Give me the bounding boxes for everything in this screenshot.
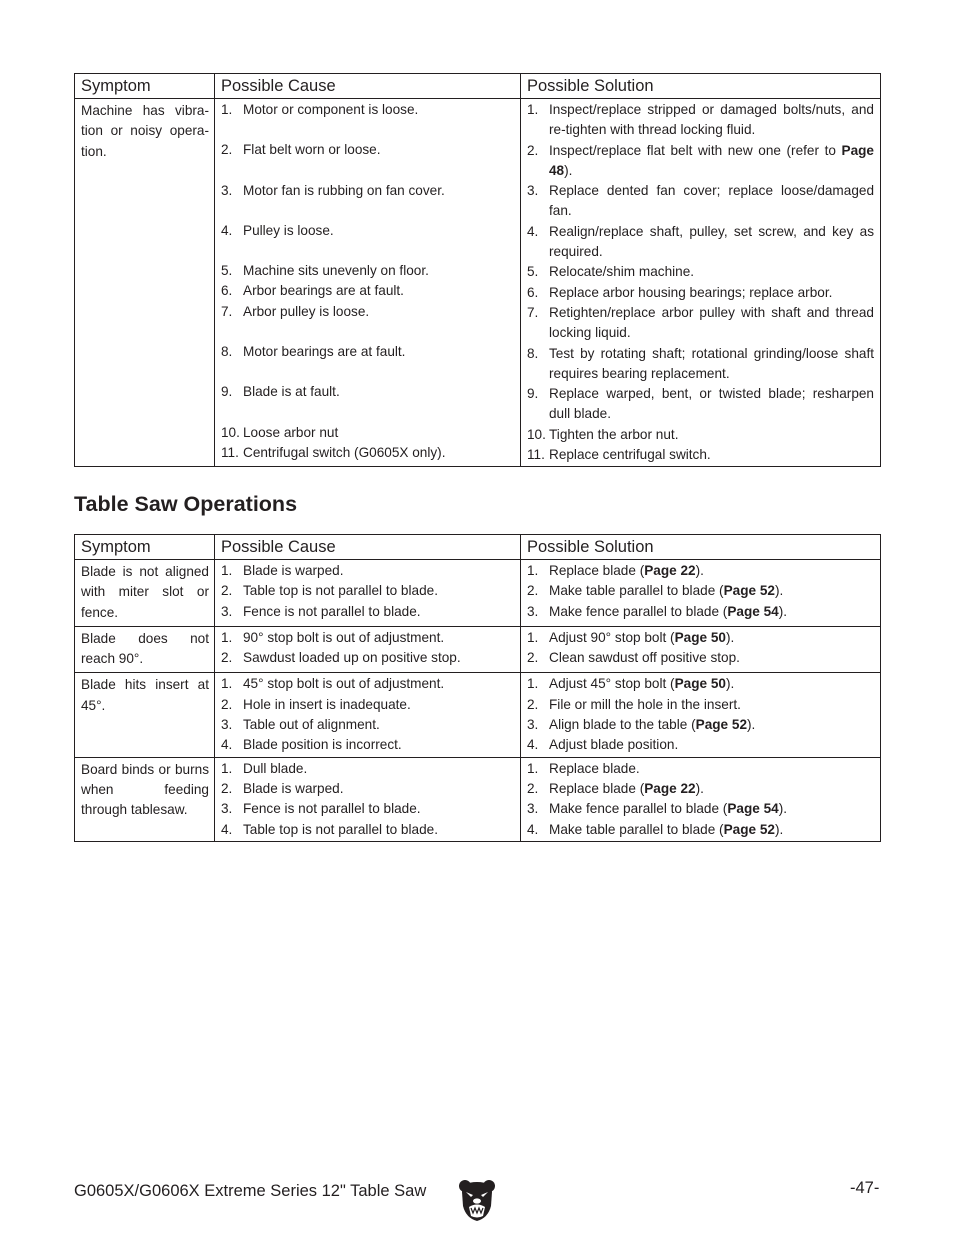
list-item xyxy=(527,344,874,385)
solution-list xyxy=(521,560,881,627)
list-item xyxy=(527,648,874,668)
item-number: 5. xyxy=(527,264,539,280)
list-item xyxy=(221,281,514,301)
item-text xyxy=(549,141,874,182)
spacer xyxy=(221,161,514,181)
motor-troubleshooting-table xyxy=(74,73,881,467)
item-number: 1. xyxy=(221,760,233,776)
list-item xyxy=(221,443,514,463)
item-number: 11. xyxy=(527,447,545,463)
item-text: Fence is not parallel to blade. xyxy=(243,801,421,817)
item-number: 2. xyxy=(221,650,233,666)
item-text-suffix: ). xyxy=(725,629,735,645)
item-text: Sawdust loaded up on positive stop. xyxy=(243,650,461,666)
item-number: 11. xyxy=(221,444,239,460)
table-row xyxy=(75,626,881,673)
item-number: 8. xyxy=(527,345,539,361)
item-text: Arbor bearings are at fault. xyxy=(243,283,404,299)
item-number: 1. xyxy=(527,563,539,578)
solution-list xyxy=(521,99,881,467)
header-possible-cause: Possible Cause xyxy=(215,535,521,560)
item-number: 9. xyxy=(527,386,539,402)
item-text-prefix: Make table parallel to blade ( xyxy=(549,583,724,599)
list-item xyxy=(527,100,874,141)
item-number: 1. xyxy=(527,102,539,117)
page-reference: Page 22 xyxy=(644,563,696,578)
item-number: 1. xyxy=(221,563,233,578)
list-item xyxy=(221,261,514,281)
item-text-suffix: ). xyxy=(725,676,735,692)
item-text: Loose arbor nut xyxy=(243,424,339,440)
footer-model-title: G0605X/G0606X Extreme Series 12" Table Saw xyxy=(74,1182,427,1200)
page-reference: Page 50 xyxy=(674,676,726,692)
item-text: Clean sawdust off positive stop. xyxy=(549,650,740,666)
item-number: 4. xyxy=(221,222,233,238)
table-row xyxy=(75,560,881,627)
item-number: 2. xyxy=(527,650,539,666)
list-item xyxy=(221,648,514,668)
item-text: Blade is warped. xyxy=(243,780,344,796)
item-number: 2. xyxy=(527,780,539,796)
list-item xyxy=(527,262,874,282)
item-number: 4. xyxy=(527,737,539,753)
item-number: 2. xyxy=(527,142,539,158)
item-number: 2. xyxy=(221,583,233,599)
grizzly-bear-head-icon xyxy=(458,1178,496,1222)
list-item xyxy=(221,581,514,601)
page-reference: Page 48 xyxy=(549,142,874,178)
list-item xyxy=(527,820,874,840)
item-number: 1. xyxy=(527,676,539,692)
item-number: 10. xyxy=(527,426,546,442)
item-text: Dull blade. xyxy=(243,760,308,776)
item-text-suffix: ). xyxy=(564,162,573,178)
item-text xyxy=(549,602,874,622)
item-text: Replace arbor housing bearings; replace arbor. xyxy=(549,284,833,300)
list-item xyxy=(527,602,874,622)
list-item xyxy=(527,799,874,819)
header-possible-cause: Possible Cause xyxy=(215,74,521,99)
header-symptom: Symptom xyxy=(75,74,215,99)
list-item xyxy=(221,628,514,648)
item-text: Arbor pulley is loose. xyxy=(243,303,370,319)
list-item xyxy=(527,779,874,799)
list-item xyxy=(527,303,874,344)
item-text xyxy=(549,799,874,819)
item-text: Test by rotating shaft; rotational grinding/loose shaft requires bearing replacement. xyxy=(549,345,874,381)
solution-list xyxy=(521,626,881,673)
item-text: Adjust blade position. xyxy=(549,737,679,753)
item-text: Table top is not parallel to blade. xyxy=(243,821,438,837)
item-number: 5. xyxy=(221,263,233,279)
list-item xyxy=(527,141,874,182)
symptom-cell: Blade does not reach 90°. xyxy=(75,626,215,673)
symptom-cell: Blade hits insert at 45°. xyxy=(75,673,215,757)
cause-list xyxy=(215,626,521,673)
list-item xyxy=(221,100,514,120)
item-text xyxy=(549,715,874,735)
solution-list xyxy=(521,673,881,757)
list-item xyxy=(221,382,514,402)
item-number: 1. xyxy=(221,676,233,692)
list-item xyxy=(527,581,874,601)
table-header-row xyxy=(75,74,881,99)
list-item xyxy=(221,695,514,715)
page-number: -47- xyxy=(850,1179,880,1197)
solution-list xyxy=(521,757,881,841)
section-title: Table Saw Operations xyxy=(74,492,298,516)
item-text: Motor or component is loose. xyxy=(243,102,419,117)
item-text-suffix: ). xyxy=(747,717,756,733)
item-text: Replace dented fan cover; replace loose/damaged fan. xyxy=(549,183,874,219)
item-text xyxy=(549,820,874,840)
list-item xyxy=(221,735,514,755)
item-text: Relocate/shim machine. xyxy=(549,264,695,280)
item-text: Flat belt worn or loose. xyxy=(243,142,381,158)
item-text: File or mill the hole in the insert. xyxy=(549,696,741,712)
item-text: Hole in insert is inadequate. xyxy=(243,696,411,712)
symptom-cell: Board binds or burns when feeding through tablesaw. xyxy=(75,757,215,841)
item-text: Table out of alignment. xyxy=(243,717,380,733)
list-item xyxy=(527,384,874,425)
symptom-cell: Machine has vibra-tion or noisy opera-tion. xyxy=(75,99,215,467)
list-item xyxy=(527,181,874,222)
item-number: 1. xyxy=(527,629,539,645)
item-text xyxy=(549,674,874,694)
table-row xyxy=(75,99,881,467)
spacer xyxy=(221,322,514,342)
item-text-suffix: ). xyxy=(774,583,784,599)
page-reference: Page 22 xyxy=(644,780,696,796)
item-text-suffix: ). xyxy=(778,801,788,817)
item-text: Pulley is loose. xyxy=(243,222,334,238)
table-row xyxy=(75,757,881,841)
item-text: Replace centrifugal switch. xyxy=(549,447,711,463)
cause-list xyxy=(215,673,521,757)
item-text xyxy=(549,561,874,581)
item-text: Centrifugal switch (G0605X only). xyxy=(243,444,446,460)
list-item xyxy=(527,674,874,694)
page-reference: Page 54 xyxy=(727,603,779,619)
list-item xyxy=(527,628,874,648)
item-number: 10. xyxy=(221,424,240,440)
item-number: 8. xyxy=(221,344,233,360)
symptom-cell: Blade is not aligned with miter slot or fence. xyxy=(75,560,215,627)
item-text: Blade position is incorrect. xyxy=(243,737,402,753)
item-text: Fence is not parallel to blade. xyxy=(243,603,421,619)
item-number: 4. xyxy=(527,223,539,239)
cause-list xyxy=(215,560,521,627)
item-number: 2. xyxy=(527,583,539,599)
list-item xyxy=(221,779,514,799)
item-number: 7. xyxy=(221,303,233,319)
operations-troubleshooting-table xyxy=(74,534,881,842)
item-number: 6. xyxy=(527,284,539,300)
item-text-suffix: ). xyxy=(774,821,784,837)
page-reference: Page 54 xyxy=(727,801,779,817)
item-text xyxy=(549,581,874,601)
item-number: 2. xyxy=(221,780,233,796)
item-text-prefix: Make fence parallel to blade ( xyxy=(549,801,728,817)
list-item xyxy=(221,342,514,362)
item-text: Retighten/replace arbor pulley with shaft and thread locking liquid. xyxy=(549,304,874,341)
cause-list xyxy=(215,99,521,467)
item-number: 4. xyxy=(221,821,233,837)
item-text: Inspect/replace stripped or damaged bolts/nuts, and re-tighten with thread locking fluid. xyxy=(549,102,874,138)
item-number: 3. xyxy=(527,183,539,199)
item-text: Replace blade. xyxy=(549,760,640,776)
item-text xyxy=(549,628,874,648)
item-text-prefix: Align blade to the table ( xyxy=(549,717,696,733)
item-text: Table top is not parallel to blade. xyxy=(243,583,438,599)
item-number: 4. xyxy=(221,737,233,753)
item-number: 2. xyxy=(527,696,539,712)
item-text: Motor bearings are at fault. xyxy=(243,344,406,360)
item-number: 3. xyxy=(527,603,539,619)
item-number: 7. xyxy=(527,304,539,320)
item-number: 2. xyxy=(221,142,233,158)
header-symptom: Symptom xyxy=(75,535,215,560)
item-number: 1. xyxy=(221,102,233,117)
item-number: 1. xyxy=(221,629,233,645)
list-item xyxy=(221,820,514,840)
item-text-prefix: Inspect/replace flat belt with new one (refer to xyxy=(549,142,842,158)
item-number: 9. xyxy=(221,384,233,400)
spacer xyxy=(221,201,514,221)
spacer xyxy=(221,362,514,382)
item-text: Realign/replace shaft, pulley, set screw, and key as required. xyxy=(549,223,874,260)
item-text: 45° stop bolt is out of adjustment. xyxy=(243,676,445,692)
item-number: 3. xyxy=(221,801,233,817)
item-text-prefix: Replace blade ( xyxy=(549,563,645,578)
item-text xyxy=(549,779,874,799)
list-item xyxy=(527,283,874,303)
item-text: Blade is warped. xyxy=(243,563,344,578)
item-number: 2. xyxy=(221,696,233,712)
item-number: 1. xyxy=(527,760,539,776)
cause-list xyxy=(215,757,521,841)
item-text: Blade is at fault. xyxy=(243,384,340,400)
item-text: Motor fan is rubbing on fan cover. xyxy=(243,182,445,198)
list-item xyxy=(527,759,874,779)
spacer xyxy=(221,403,514,423)
item-number: 3. xyxy=(221,603,233,619)
list-item xyxy=(221,799,514,819)
list-item xyxy=(221,715,514,735)
table-row xyxy=(75,673,881,757)
item-text-suffix: ). xyxy=(695,780,704,796)
header-possible-solution: Possible Solution xyxy=(521,74,881,99)
item-number: 3. xyxy=(221,182,233,198)
list-item xyxy=(527,715,874,735)
page-reference: Page 52 xyxy=(695,717,748,733)
list-item xyxy=(527,425,874,445)
item-text-prefix: Adjust 90° stop bolt ( xyxy=(549,629,675,645)
item-text-prefix: Replace blade ( xyxy=(549,780,645,796)
item-number: 3. xyxy=(527,801,539,817)
list-item xyxy=(527,222,874,263)
item-text-suffix: ). xyxy=(695,563,704,578)
item-number: 3. xyxy=(221,717,233,733)
item-text-suffix: ). xyxy=(778,603,788,619)
list-item xyxy=(527,735,874,755)
item-text: Tighten the arbor nut. xyxy=(549,426,679,442)
item-number: 6. xyxy=(221,283,233,299)
page-reference: Page 52 xyxy=(723,583,775,599)
item-text-prefix: Make table parallel to blade ( xyxy=(549,821,724,837)
list-item xyxy=(221,221,514,241)
item-number: 3. xyxy=(527,717,539,733)
list-item xyxy=(221,674,514,694)
list-item xyxy=(221,759,514,779)
list-item xyxy=(221,423,514,443)
list-item xyxy=(527,695,874,715)
list-item xyxy=(221,602,514,622)
list-item xyxy=(527,561,874,581)
page-reference: Page 50 xyxy=(674,629,726,645)
list-item xyxy=(221,181,514,201)
header-possible-solution: Possible Solution xyxy=(521,535,881,560)
item-number: 4. xyxy=(527,821,539,837)
spacer xyxy=(221,120,514,140)
item-text: Machine sits unevenly on floor. xyxy=(243,263,429,279)
spacer xyxy=(221,241,514,261)
item-text: Replace warped, bent, or twisted blade; resharpen dull blade. xyxy=(549,386,874,422)
item-text: 90° stop bolt is out of adjustment. xyxy=(243,629,445,645)
list-item xyxy=(221,561,514,581)
list-item xyxy=(221,302,514,322)
item-text-prefix: Adjust 45° stop bolt ( xyxy=(549,676,675,692)
item-text-prefix: Make fence parallel to blade ( xyxy=(549,603,728,619)
page-reference: Page 52 xyxy=(723,821,775,837)
table-header-row xyxy=(75,535,881,560)
list-item xyxy=(221,140,514,160)
list-item xyxy=(527,445,874,465)
